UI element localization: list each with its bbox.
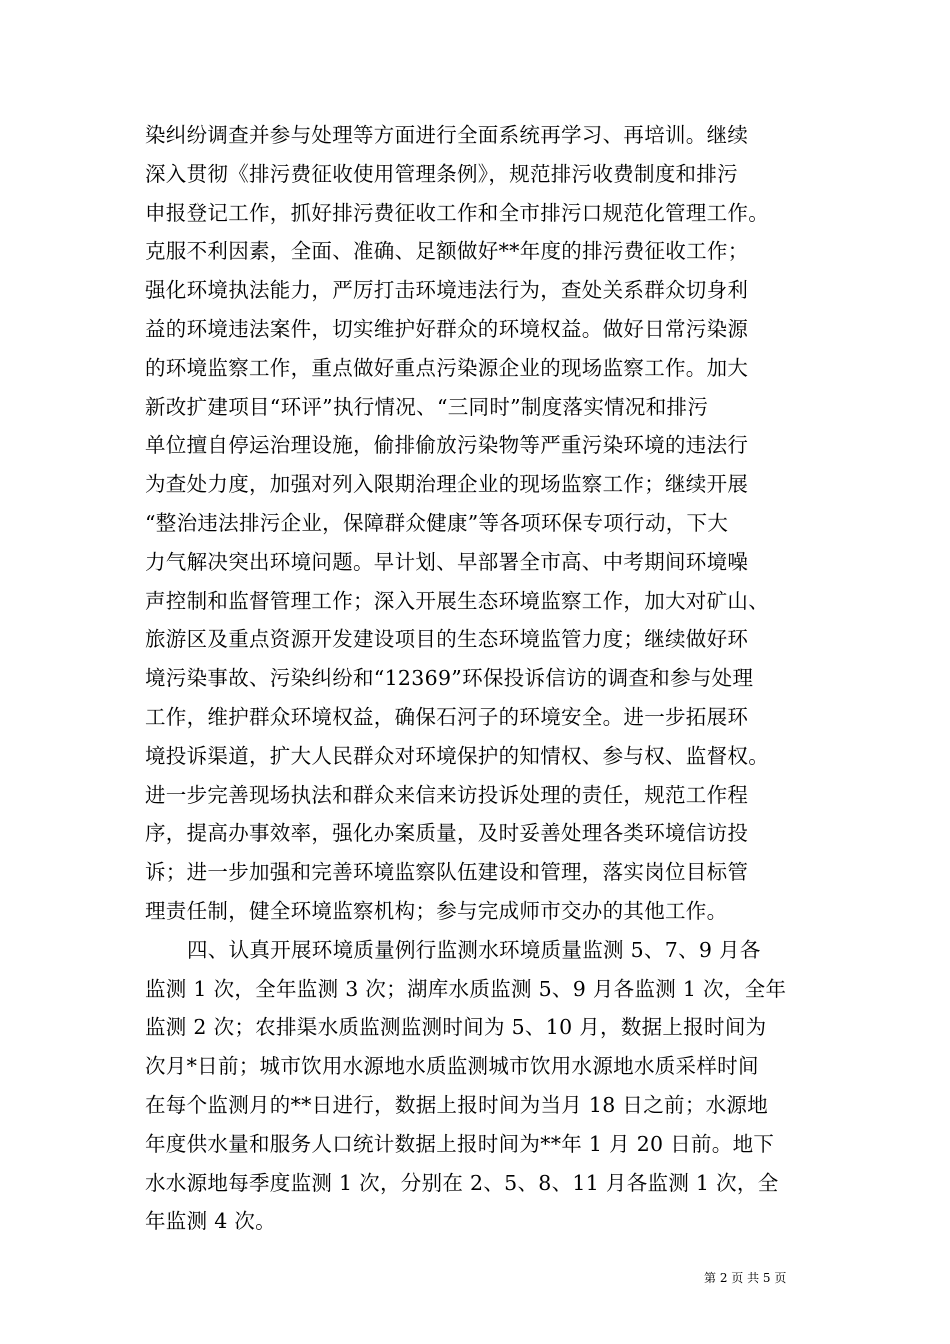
text-line: 监测 2 次；农排渠水质监测监测时间为 5、10 月，数据上报时间为: [145, 1015, 767, 1040]
text-line: 新改扩建项目“环评”执行情况、“三同时”制度落实情况和排污: [145, 394, 709, 419]
text-line: 年监测 4 次。: [145, 1209, 276, 1234]
text-line: 年度供水量和服务人口统计数据上报时间为**年 1 月 20 日前。地下: [145, 1131, 775, 1156]
text-line: 声控制和监督管理工作；深入开展生态环境监察工作，加大对矿山、: [145, 588, 769, 613]
text-line: 进一步完善现场执法和群众来信来访投诉处理的责任，规范工作程: [145, 782, 749, 807]
text-line: 诉；进一步加强和完善环境监察队伍建设和管理，落实岗位目标管: [145, 860, 749, 885]
text-line: 水水源地每季度监测 1 次，分别在 2、5、8、11 月各监测 1 次，全: [145, 1170, 779, 1195]
text-line: 理责任制，健全环境监察机构；参与完成师市交办的其他工作。: [145, 898, 728, 923]
text-line: 旅游区及重点资源开发建设项目的生态环境监管力度；继续做好环: [145, 627, 749, 652]
text-line: 染纠纷调查并参与处理等方面进行全面系统再学习、再培训。继续: [145, 123, 749, 147]
text-line: 单位擅自停运治理设施，偷排偷放污染物等严重污染环境的违法行: [145, 433, 749, 458]
page-number-footer: 第 2 页 共 5 页: [704, 1271, 787, 1285]
text-line: 克服不利因素，全面、准确、足额做好**年度的排污费征收工作；: [145, 239, 749, 264]
body-text: [145, 116, 810, 1241]
paragraph-start-line: 四、认真开展环境质量例行监测水环境质量监测 5、7、9 月各: [187, 937, 761, 962]
text-line: 力气解决突出环境问题。早计划、早部署全市高、中考期间环境噪: [145, 549, 749, 574]
text-line: 在每个监测月的**日进行，数据上报时间为当月 18 日之前；水源地: [145, 1092, 769, 1117]
text-line: 益的环境违法案件，切实维护好群众的环境权益。做好日常污染源: [145, 316, 749, 341]
text-line: “整治违法排污企业，保障群众健康”等各项环保专项行动，下大: [145, 510, 729, 535]
text-line: 深入贯彻《排污费征收使用管理条例》，规范排污收费制度和排污: [145, 161, 738, 186]
text-line: 序，提高办事效率，强化办案质量，及时妥善处理各类环境信访投: [145, 821, 749, 846]
text-line: 境污染事故、污染纠纷和“12369”环保投诉信访的调查和参与处理: [145, 666, 754, 691]
text-line: 强化环境执法能力，严厉打击环境违法行为，查处关系群众切身利: [145, 278, 749, 303]
text-line: 申报登记工作，抓好排污费征收工作和全市排污口规范化管理工作。: [145, 200, 769, 225]
text-line: 次月*日前；城市饮用水源地水质监测城市饮用水源地水质采样时间: [145, 1054, 759, 1079]
text-line: 境投诉渠道，扩大人民群众对环境保护的知情权、参与权、监督权。: [145, 743, 769, 768]
text-line: 监测 1 次，全年监测 3 次；湖库水质监测 5、9 月各监测 1 次，全年: [145, 976, 787, 1001]
text-line: 的环境监察工作，重点做好重点污染源企业的现场监察工作。加大: [145, 355, 749, 380]
text-line: 为查处力度，加强对列入限期治理企业的现场监察工作；继续开展: [145, 472, 749, 497]
text-line: 工作，维护群众环境权益，确保石河子的环境安全。进一步拓展环: [145, 704, 749, 729]
